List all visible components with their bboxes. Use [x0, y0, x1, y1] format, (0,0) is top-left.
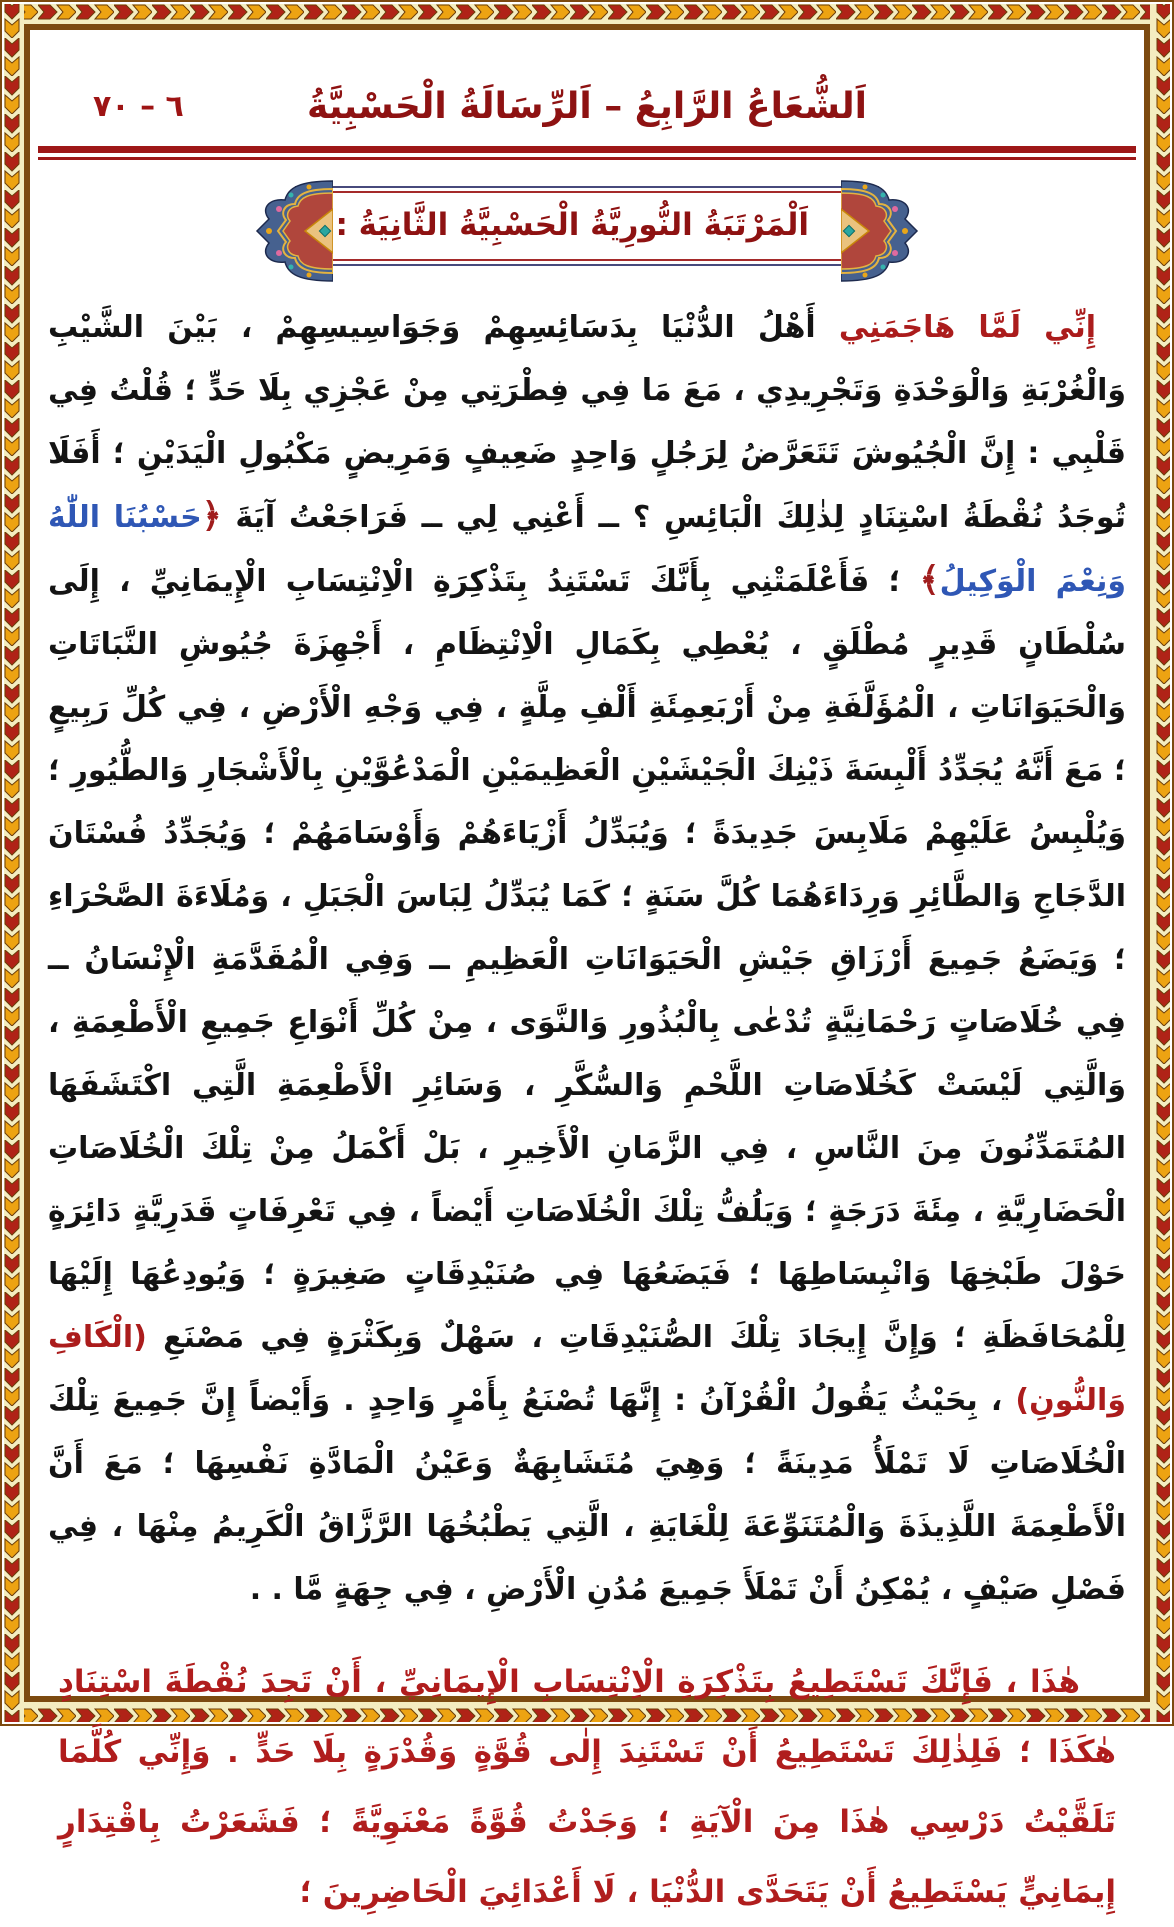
- paragraph-main: [48, 296, 1126, 1621]
- quran-verse: حَسْبُنَا اللّٰهُ وَنِعْمَ الْوَكِيلُ: [48, 500, 1126, 599]
- section-title-inner: [295, 191, 879, 261]
- section-title-box: [295, 186, 879, 266]
- body-segment-1: أَهْلُ الدُّنْيَا بِدَسَائِسِهِمْ وَجَوَاسِيسِهِمْ ، بَيْنَ الشَّيْبِ وَالْغُرْبَةِ وَالْوَحْدَةِ وَتَجْرِيدِي ، مَعَ مَا فِي فِطْرَتِي مِنْ عَجْزِي بِلَا حَدٍّ ؛ قُلْتُ فِي قَلْبِي : إِنَّ الْجُيُوشَ تَتَعَرَّضُ لِرَجُلٍ وَاحِدٍ ضَعِيفٍ وَمَرِيضٍ مَكْبُولِ الْيَدَيْنِ ؛ أَفَلَا تُوجَدُ نُقْطَةُ اسْتِنَادٍ لِذٰلِكَ الْبَائِسِ ؟ ــ أَعْنِي لِي ــ فَرَاجَعْتُ آيَةَ: [48, 310, 1127, 535]
- page-header: [38, 74, 1136, 140]
- kaf-nun-phrase-red: (الْكَافِ وَالنُّونِ): [48, 1320, 1126, 1418]
- body-segment-3: ، بِحَيْثُ يَقُولُ الْقُرْآنُ : إِنَّهَا تُصْنَعُ بِأَمْرٍ وَاحِدٍ . وَأَيْضاً إِنَّ جَمِيعَ تِلْكَ الْخُلَاصَاتِ لَا تَمْلَأُ مَدِينَةً ؛ وَهِيَ مُتَشَابِهَةٌ وَعَيْنُ الْمَادَّةِ نَفْسِهَا ؛ مَعَ أَنَّ الْأَطْعِمَةَ اللَّذِيذَةَ وَالْمُتَنَوِّعَةَ لِلْغَايَةِ ، الَّتِي يَطْبُخُهَا الرَّزَّاقُ الْكَرِيمُ مِنْهَا ، فِي فَصْلِ صَيْفٍ ، يُمْكِنُ أَنْ تَمْلَأَ جَمِيعَ مُدُنِ الْأَرْضِ ، فِي جِهَةٍ مَّا . .: [48, 1383, 1126, 1607]
- quran-bracket-open-icon: ﴿: [201, 496, 222, 536]
- illuminated-finial-right-icon: [841, 179, 919, 283]
- illuminated-finial-left-icon: [255, 179, 333, 283]
- header-rule-thin: [38, 157, 1136, 160]
- section-title: اَلْمَرْتَبَةُ النُّورِيَّةُ الْحَسْبِيَّةُ الثَّانِيَةُ :: [335, 207, 809, 243]
- header-rule-thick: [38, 146, 1136, 153]
- page-number: ٦ – ٧٠: [93, 89, 184, 124]
- lead-phrase-red: إِنِّي لَمَّا هَاجَمَنِي: [838, 310, 1096, 345]
- quran-bracket-close-icon: ﴾: [919, 560, 940, 600]
- section-title-border: [295, 186, 879, 266]
- page-content: [38, 34, 1136, 1910]
- body-text: [48, 296, 1126, 1927]
- body-segment-2: ؛ فَأَعْلَمَتْنِي بِأَنَّكَ تَسْتَنِدُ بِتَذْكِرَةِ الْاِنْتِسَابِ الْإِيمَانِيِّ ، إِلَى سُلْطَانٍ قَدِيرٍ مُطْلَقٍ ، يُعْطِي بِكَمَالِ الْاِنْتِظَامِ ، أَجْهِزَةَ جُيُوشِ النَّبَاتَاتِ وَالْحَيَوَانَاتِ ، الْمُؤَلَّفَةِ مِنْ أَرْبَعِمِئَةِ أَلْفِ مِلَّةٍ ، فِي وَجْهِ الْأَرْضِ ، فِي كُلِّ رَبِيعٍ ؛ مَعَ أَنَّهُ يُجَدِّدُ أَلْبِسَةَ ذَيْنِكَ الْجَيْشَيْنِ الْعَظِيمَيْنِ الْمَدْعُوَّيْنِ بِالْأَشْجَارِ وَالطُّيُورِ ؛ وَيُلْبِسُ عَلَيْهِمْ مَلَابِسَ جَدِيدَةً ؛ وَيُبَدِّلُ أَزْيَاءَهُمْ وَأَوْسَامَهُمْ ؛ وَيُجَدِّدُ فُسْتَانَ الدَّجَاجِ وَالطَّائِرِ وَرِدَاءَهُمَا كُلَّ سَنَةٍ ؛ كَمَا يُبَدِّلُ لِبَاسَ الْجَبَلِ ، وَمُلَاءَةَ الصَّحْرَاءِ ؛ وَيَضَعُ جَمِيعَ أَرْزَاقِ جَيْشِ الْحَيَوَانَاتِ الْعَظِيمِ ــ وَفِي الْمُقَدَّمَةِ الْإِنْسَانُ ــ فِي خُلَاصَاتٍ رَحْمَانِيَّةٍ تُدْعٰى بِالْبُذُورِ وَالنَّوَى ، مِنْ كُلِّ أَنْوَاعِ جَمِيعِ الْأَطْعِمَةِ ، وَالَّتِي لَيْسَتْ كَخُلَاصَاتِ اللَّحْمِ وَالسُّكَّرِ ، وَسَائِرِ الْأَطْعِمَةِ الَّتِي اكْتَشَفَهَا المُتَمَدِّنُونَ مِنَ النَّاسِ ، فِي الزَّمَانِ الْأَخِيرِ ، بَلْ أَكْمَلُ مِنْ تِلْكَ الْخُلَاصَاتِ الْحَضَارِيَّةِ ، مِئَةَ دَرَجَةٍ ؛ وَيَلُفُّ تِلْكَ الْخُلَاصَاتِ أَيْضاً ، فِي تَعْرِفَاتٍ قَدَرِيَّةٍ دَائِرَةٍ حَوْلَ طَبْخِهَا وَانْبِسَاطِهَا ؛ فَيَضَعُهَا فِي صُنَيْدِقَاتٍ صَغِيرَةٍ ؛ وَيُودِعُهَا إِلَيْهَا لِلْمُحَافَظَةِ ؛ وَإِنَّ إِيجَادَ تِلْكَ الصُّنَيْدِقَاتِ ، سَهْلٌ وَبِكَثْرَةٍ فِي مَصْنَعِ: [48, 564, 1126, 1355]
- page-title: اَلشُّعَاعُ الرَّابِعُ – اَلرِّسَالَةُ الْحَسْبِيَّةُ: [307, 86, 867, 127]
- paragraph-red-conclusion: هٰذَا ، فَإِنَّكَ تَسْتَطِيعُ بِتَذْكِرَةِ الْاِنْتِسَابِ الْإِيمَانِيِّ ، أَنْ تَجِدَ نُقْطَةَ اسْتِنَادٍ هٰكَذَا ؛ فَلِذٰلِكَ تَسْتَطِيعُ أَنْ تَسْتَنِدَ إِلٰى قُوَّةٍ وَقُدْرَةٍ بِلَا حَدٍّ . وَإِنِّي كُلَّمَا تَلَقَّيْتُ دَرْسِي هٰذَا مِنَ الْآيَةِ ؛ وَجَدْتُ قُوَّةً مَعْنَوِيَّةً ؛ فَشَعَرْتُ بِاقْتِدَارٍ إِيمَانِيٍّ يَسْتَطِيعُ أَنْ يَتَحَدَّى الدُّنْيَا ، لَا أَعْدَائِيَ الْحَاضِرِينَ ؛: [58, 1664, 1116, 1910]
